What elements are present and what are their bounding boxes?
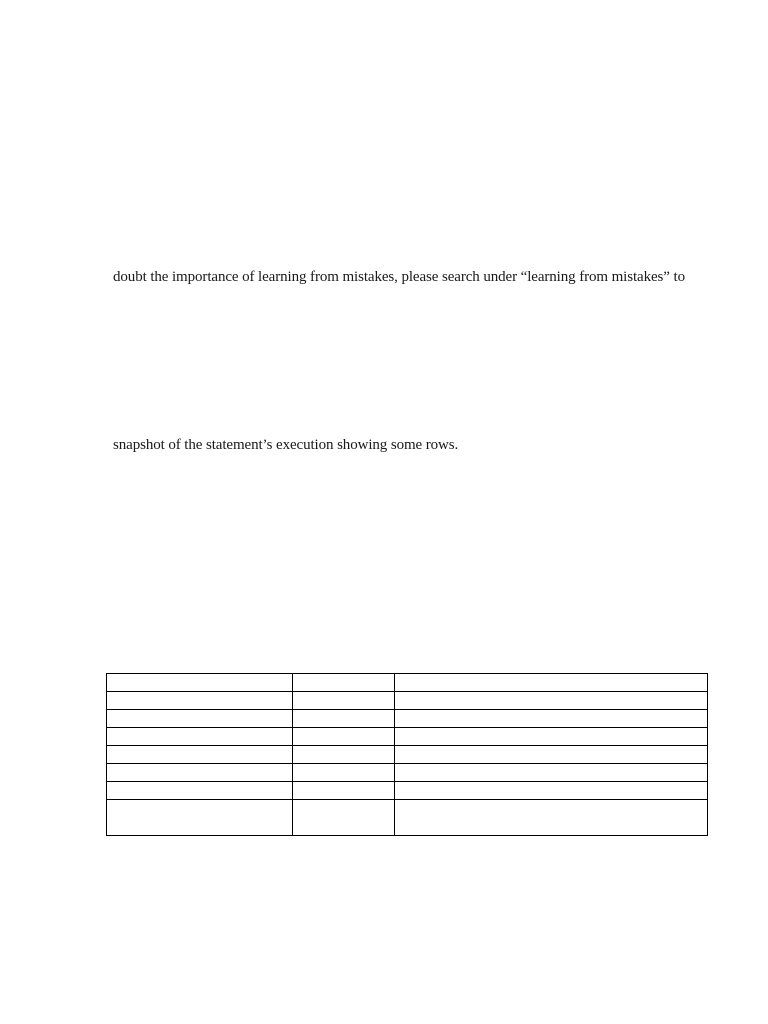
table-row [107, 800, 708, 836]
empty-table [106, 673, 708, 836]
table-cell [107, 692, 293, 710]
table-cell [395, 674, 708, 692]
table-cell [293, 710, 395, 728]
table-row [107, 782, 708, 800]
table-cell [395, 764, 708, 782]
table-cell [293, 674, 395, 692]
table-cell [293, 800, 395, 836]
table-cell [107, 674, 293, 692]
table-row [107, 692, 708, 710]
table-cell [395, 746, 708, 764]
table-cell [395, 710, 708, 728]
table-cell [107, 710, 293, 728]
table-cell [395, 692, 708, 710]
table-row [107, 764, 708, 782]
table-cell [107, 764, 293, 782]
table-row [107, 710, 708, 728]
table-cell [107, 782, 293, 800]
table-cell [395, 782, 708, 800]
table-cell [395, 800, 708, 836]
table-cell [293, 782, 395, 800]
table-cell [107, 800, 293, 836]
table-cell [107, 746, 293, 764]
table-cell [107, 728, 293, 746]
table-cell [293, 764, 395, 782]
body-text-line: snapshot of the statement’s execution showing some rows. [113, 437, 459, 453]
body-text-line: doubt the importance of learning from mistakes, please search under “learning from mistakes” to [113, 269, 685, 285]
table-row [107, 746, 708, 764]
table-row [107, 674, 708, 692]
table-cell [293, 746, 395, 764]
table-cell [293, 728, 395, 746]
table-cell [293, 692, 395, 710]
table-cell [395, 728, 708, 746]
table-row [107, 728, 708, 746]
